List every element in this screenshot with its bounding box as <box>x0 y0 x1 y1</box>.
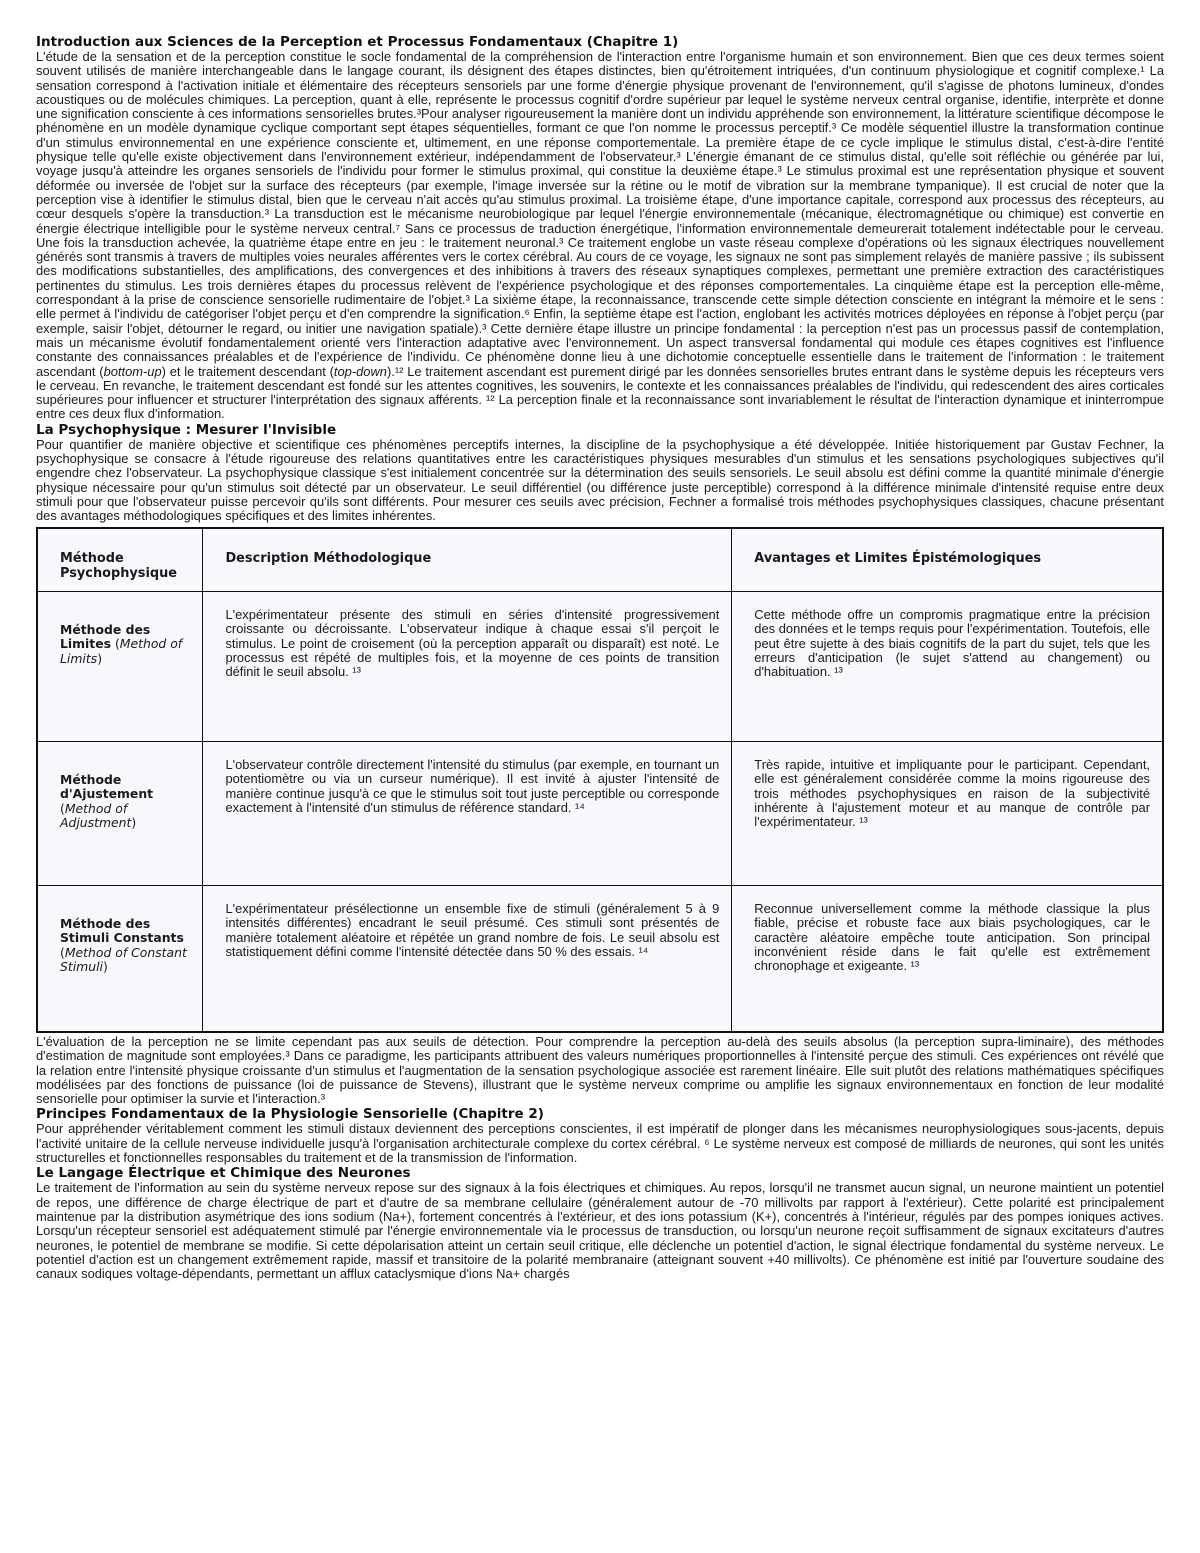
section-heading-neurons: Le Langage Électrique et Chimique des Neurones <box>36 1165 411 1182</box>
section-heading-physiology: Principes Fondamentaux de la Physiologie Sensorielle (Chapitre 2) <box>36 1106 544 1123</box>
table-header-description: Description Méthodologique <box>203 528 732 592</box>
method-description-cell: L'expérimentateur présélectionne un ensemble fixe de stimuli (généralement 5 à 9 intensités différentes) encadrant le seuil présumé. Ces stimuli sont présentés de manière totalement aléatoire et répétée un grand nombre de fois. Le seuil absolu est statistiquement défini comme l'intensité détectée dans 50 % des essais. ¹⁴ <box>203 886 732 1033</box>
paragraph-physiology-intro: Pour appréhender véritablement comment les stimuli distaux deviennent des perceptions conscientes, il est impératif de plonger dans les mécanismes neurophysiologiques sous-jacents, depuis l'activité unitaire de la cellule nerveuse individuelle jusqu'à l'organisation architecturale complexe du cortex cérébral. ⁶ Le système nerveux est composé de milliards de neurones, qui sont les unités structurelles et fonctionnelles responsables du traitement et de la transmission de l'information. <box>36 1121 1164 1166</box>
psychophysics-methods-table <box>36 527 1164 1034</box>
table-row <box>37 592 1163 742</box>
method-evaluation-cell: Très rapide, intuitive et impliquante pour le participant. Cependant, elle est généralement considérée comme la moins rigoureuse des trois méthodes psychophysiques en raison de la subjectivité inhérente à l'ajustement moteur et au manque de contrôle par l'expérimentateur. ¹³ <box>732 742 1163 886</box>
table-header-evaluation: Avantages et Limites Épistémologiques <box>732 528 1163 592</box>
table-row <box>37 742 1163 886</box>
method-name-cell: Méthode des Stimuli Constants (Method of Constant Stimuli) <box>37 886 203 1033</box>
table-row <box>37 886 1163 1033</box>
method-description-cell: L'observateur contrôle directement l'intensité du stimulus (par exemple, en tournant un potentiomètre ou via un curseur numérique). Il est invité à ajuster l'intensité de manière continue jusqu'à ce que le stimulus soit tout juste perceptible ou corresponde exactement à l'intensité d'un stimulus de référence standard. ¹⁴ <box>203 742 732 886</box>
paragraph-psychophysics-intro: Pour quantifier de manière objective et scientifique ces phénomènes perceptifs internes, la discipline de la psychophysique a été développée. Initiée historiquement par Gustav Fechner, la psychophysique se consacre à l'étude rigoureuse des relations quantitatives entre les caractéristiques physiques mesurables d'un stimulus et les sensations psychologiques subjectives qu'il engendre chez l'observateur. La psychophysique classique s'est initialement concentrée sur la détermination des seuils sensoriels. Le seuil absolu est défini comme la quantité minimale d'énergie physique nécessaire pour qu'un stimulus soit détecté par un observateur. Le seuil différentiel (ou différence juste perceptible) correspond à la différence minimale d'intensité requise entre deux stimuli pour que l'observateur puisse percevoir qu'ils sont différents. Pour mesurer ces seuils avec précision, Fechner a formalisé trois méthodes psychophysiques classiques, chacune présentant des avantages méthodologiques spécifiques et des limites inhérentes. <box>36 436 1164 524</box>
paragraph-neuron-signals: Le traitement de l'information au sein du système nerveux repose sur des signaux à la fois électriques et chimiques. Au repos, lorsqu'il ne transmet aucun signal, un neurone maintient un potentiel de repos, une différence de charge électrique de part et d'autre de sa membrane cellulaire (généralement autour de -70 millivolts par rapport à l'extérieur). Cette polarité est principalement maintenue par la distribution asymétrique des ions sodium (Na+), fortement concentrés à l'extérieur, et des ions potassium (K+), concentrés à l'intérieur, régulés par des pompes ioniques actives. Lorsqu'un récepteur sensoriel est adéquatement stimulé par l'énergie environnementale via le processus de transduction, ou lorsqu'un neurone reçoit suffisamment de signaux excitateurs d'autres neurones, le potentiel de membrane se modifie. Si cette dépolarisation atteint un certain seuil critique, elle déclenche un potentiel d'action, le signal électrique fondamental du système nerveux. Le potentiel d'action est un changement extrêmement rapide, massif et transitoire de la polarité membranaire (atteignant souvent +40 millivolts). Ce phénomène est initié par l'ouverture soudaine des canaux sodiques voltage-dépendants, permettant un afflux cataclysmique d'ions Na+ chargés <box>36 1180 1164 1282</box>
paragraph-perception-process: L'étude de la sensation et de la perception constitue le socle fondamental de la compréhension de l'interaction entre l'organisme humain et son environnement. Bien que ces deux termes soient souvent utilisés de manière interchangeable dans le langage courant, ils désignent des étapes distinctes, bien qu'étroitement intriquées, d'un continuum physiologique et cognitif complexe.¹ La sensation correspond à l'activation initiale et élémentaire des récepteurs sensoriels par une forme d'énergie physique provenant de l'environnement, qu'il s'agisse de photons lumineux, d'ondes acoustiques ou de molécules chimiques. La perception, quant à elle, représente le processus cognitif d'ordre supérieur par lequel le système nerveux central organise, identifie, interprète et donne une signification consciente à ces informations sensorielles brutes.³Pour analyser rigoureusement la manière dont un individu appréhende son environnement, la littérature scientifique décompose le phénomène en un modèle dynamique cyclique comportant sept étapes séquentielles, formant ce que l'on nomme le processus perceptif.³ Ce modèle séquentiel illustre la transformation continue d'un stimulus environnemental en une expérience consciente et, ultimement, en une réponse comportementale. La première étape de ce cycle implique le stimulus distal, c'est-à-dire l'entité physique telle qu'elle existe objectivement dans l'environnement extérieur, indépendamment de l'observateur.³ L'énergie émanant de ce stimulus distal, qu'elle soit réfléchie ou générée par lui, voyage jusqu'à atteindre les organes sensoriels de l'individu pour former le stimulus proximal, qui constitue la deuxième étape.³ Le stimulus proximal est une représentation physique et souvent déformée ou inversée de l'objet sur la surface des récepteurs (par exemple, l'image inversée sur la rétine ou le motif de vibration sur la membrane tympanique). Il est crucial de noter que la perception vise à identifier le stimulus distal, bien que le cerveau n'ait accès qu'au stimulus proximal. La troisième étape, d'une importance capitale, correspond aux processus des récepteurs, au cœur desquels s'opère la transduction.³ La transduction est le mécanisme neurobiologique par lequel l'énergie environnementale (mécanique, électromagnétique ou chimique) est convertie en énergie électrique intelligible pour le système nerveux central.⁷ Sans ce processus de traduction énergétique, l'information environnementale demeurerait totalement indétectable pour le cerveau. Une fois la transduction achevée, la quatrième étape entre en jeu : le traitement neuronal.³ Ce traitement englobe un vaste réseau complexe d'opérations où les signaux électriques nouvellement générés sont transmis à travers de multiples voies neurales afférentes vers le cortex cérébral. Au cours de ce voyage, les signaux ne sont pas simplement relayés de manière passive ; ils subissent des modifications substantielles, des amplifications, des convergences et des inhibitions à travers des réseaux synaptiques complexes, permettant une première extraction des caractéristiques pertinentes du stimulus. Les trois dernières étapes du processus relèvent de l'expérience psychologique et des réponses comportementales. La cinquième étape est la perception elle-même, correspondant à la prise de conscience sensorielle rudimentaire de l'objet.³ La sixième étape, la reconnaissance, transcende cette simple détection consciente en intégrant la mémoire et le sens : elle permet à l'individu de catégoriser l'objet perçu et d'en comprendre la signification.⁶ Enfin, la septième étape est l'action, englobant les activités motrices déployées en réponse à l'objet perçu (par exemple, saisir l'objet, détourner le regard, ou initier une navigation spatiale).³ Cette dernière étape illustre un principe fondamental : la perception n'est pas un processus passif de contemplation, mais un mécanisme évolutif fondamentalement orienté vers l'interaction adaptative avec l'environnement. Un aspect transversal fondamental qui module ces étapes cognitives est l'influence constante des connaissances préalables et de l'expérience de l'individu. Ce phénomène donne lieu à une dichotomie conceptuelle essentielle dans le traitement de l'information : le traitement ascendant (bottom-up) et le traitement descendant (top-down).¹² Le traitement ascendant est purement dirigé par les données sensorielles brutes entrant dans le système depuis les récepteurs vers le cerveau. En revanche, le traitement descendant est fondé sur les attentes cognitives, les souvenirs, le contexte et les connaissances préalables de l'individu, qui redescendent des aires corticales supérieures pour influencer et structurer l'interprétation des signaux afférents. ¹² La perception finale et la reconnaissance sont invariablement le résultat de l'interaction dynamique et ininterrompue entre ces deux flux d'information. <box>36 49 1165 422</box>
method-name-cell: Méthode des Limites (Method of Limits) <box>37 592 203 742</box>
paragraph-magnitude-estimation: L'évaluation de la perception ne se limite cependant pas aux seuils de détection. Pour comprendre la perception au-delà des seuils absolus (la perception supra-liminaire), des méthodes d'estimation de magnitude sont employées.³ Dans ce paradigme, les participants attribuent des valeurs numériques proportionnelles à l'intensité perçue des stimuli. Ces expériences ont révélé que la relation entre l'intensité physique croissante d'un stimulus et l'augmentation de la sensation psychologique associée est rarement linéaire. Elle suit plutôt des relations mathématiques spécifiques modélisées par des fonctions de puissance (loi de puissance de Stevens), illustrant que le système nerveux comprime ou amplifie les signaux environnementaux en fonction de leur modalité sensorielle pour optimiser la survie et l'interaction.³ <box>36 1034 1164 1107</box>
method-name-cell: Méthode d'Ajustement (Method of Adjustment) <box>37 742 203 886</box>
table-header-row <box>37 528 1163 592</box>
method-description-cell: L'expérimentateur présente des stimuli en séries d'intensité progressivement croissante ou décroissante. L'observateur indique à chaque essai s'il perçoit le stimulus. Le point de croisement (où la perception apparaît ou disparaît) est noté. Le processus est répété de multiples fois, et la moyenne de ces points de transition définit le seuil absolu. ¹³ <box>203 592 732 742</box>
method-evaluation-cell: Reconnue universellement comme la méthode classique la plus fiable, précise et robuste face aux biais psychologiques, car le caractère aléatoire empêche toute anticipation. Son principal inconvénient réside dans le fait qu'elle est extrêmement chronophage et exigeante. ¹³ <box>732 886 1163 1033</box>
method-evaluation-cell: Cette méthode offre un compromis pragmatique entre la précision des données et le temps requis pour l'expérimentation. Toutefois, elle peut être sujette à des biais cognitifs de la part du sujet, tels que les erreurs d'anticipation (le sujet s'attend au changement) ou d'habituation. ¹³ <box>732 592 1163 742</box>
section-heading-intro: Introduction aux Sciences de la Perception et Processus Fondamentaux (Chapitre 1) <box>36 34 679 50</box>
table-header-method: Méthode Psychophysique <box>37 528 203 592</box>
section-heading-psychophysics: La Psychophysique : Mesurer l'Invisible <box>36 421 337 438</box>
